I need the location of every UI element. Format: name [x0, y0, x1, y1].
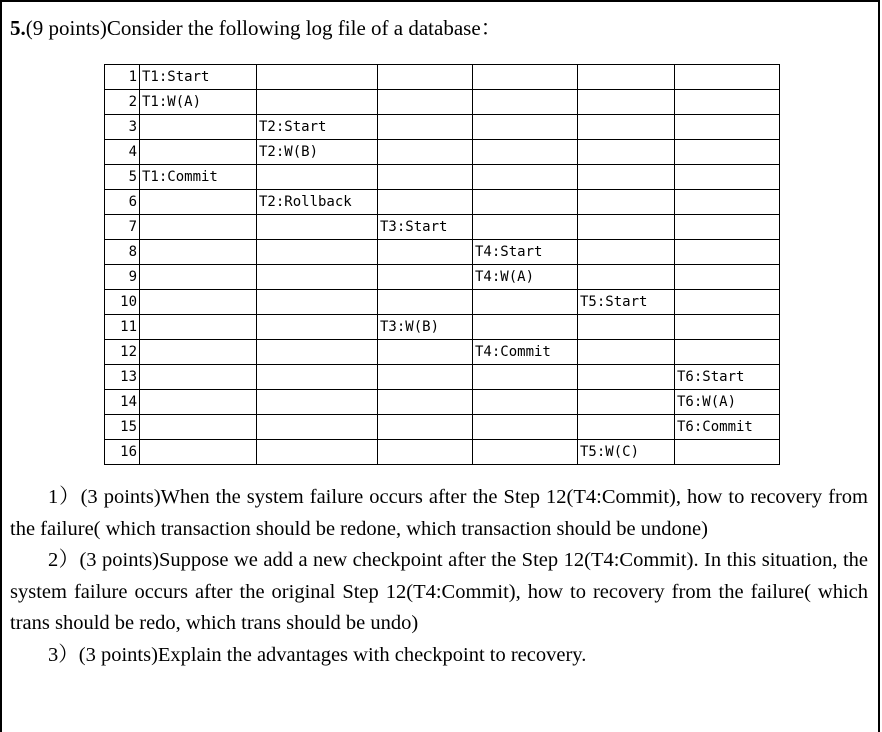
log-cell-t3	[378, 115, 473, 140]
log-row	[105, 115, 780, 140]
log-cell-t4	[473, 365, 578, 390]
log-cell-t2: T2:Rollback	[257, 190, 378, 215]
log-cell-t6: T6:W(A)	[675, 390, 780, 415]
log-cell-t6	[675, 290, 780, 315]
log-row	[105, 340, 780, 365]
log-cell-t4	[473, 115, 578, 140]
log-cell-t4	[473, 315, 578, 340]
log-cell-t1	[140, 340, 257, 365]
log-cell-t4: T4:Commit	[473, 340, 578, 365]
log-cell-t2	[257, 65, 378, 90]
log-cell-t1: T1:Start	[140, 65, 257, 90]
log-step-number: 16	[105, 440, 140, 465]
log-cell-t3	[378, 90, 473, 115]
log-cell-t6: T6:Start	[675, 365, 780, 390]
log-cell-t6	[675, 240, 780, 265]
log-row	[105, 415, 780, 440]
problem-title-text: (9 points)Consider the following log file of a database：	[25, 16, 502, 40]
log-step-number: 11	[105, 315, 140, 340]
log-cell-t6	[675, 140, 780, 165]
log-cell-t3	[378, 140, 473, 165]
log-row	[105, 240, 780, 265]
log-row	[105, 290, 780, 315]
log-cell-t5: T5:W(C)	[578, 440, 675, 465]
log-cell-t6	[675, 90, 780, 115]
log-cell-t5	[578, 65, 675, 90]
log-cell-t1	[140, 440, 257, 465]
log-step-number: 14	[105, 390, 140, 415]
log-cell-t1	[140, 315, 257, 340]
log-cell-t2	[257, 240, 378, 265]
log-cell-t3	[378, 190, 473, 215]
log-cell-t3: T3:W(B)	[378, 315, 473, 340]
log-row	[105, 215, 780, 240]
log-cell-t3	[378, 290, 473, 315]
log-cell-t1	[140, 365, 257, 390]
log-cell-t4	[473, 215, 578, 240]
problem-title	[10, 12, 502, 42]
log-cell-t6	[675, 340, 780, 365]
log-cell-t2: T2:Start	[257, 115, 378, 140]
log-cell-t1	[140, 290, 257, 315]
log-step-number: 10	[105, 290, 140, 315]
log-table-body	[105, 65, 780, 465]
log-step-number: 8	[105, 240, 140, 265]
log-table	[104, 64, 780, 465]
log-row	[105, 365, 780, 390]
log-cell-t5	[578, 215, 675, 240]
log-cell-t4: T4:Start	[473, 240, 578, 265]
log-cell-t4	[473, 140, 578, 165]
log-cell-t2	[257, 365, 378, 390]
log-cell-t4	[473, 190, 578, 215]
log-cell-t4	[473, 415, 578, 440]
log-cell-t6: T6:Commit	[675, 415, 780, 440]
log-cell-t5	[578, 340, 675, 365]
log-cell-t1	[140, 140, 257, 165]
log-cell-t6	[675, 440, 780, 465]
log-cell-t5	[578, 265, 675, 290]
log-cell-t2	[257, 265, 378, 290]
log-cell-t3	[378, 365, 473, 390]
question-2: 2）(3 points)Suppose we add a new checkpoint after the Step 12(T4:Commit). In this situation, the system failure occurs after the original Step 12(T4:Commit), how to recovery from the failure( which trans should be redo, which trans should be undo)	[10, 549, 868, 634]
log-cell-t2	[257, 215, 378, 240]
log-row	[105, 440, 780, 465]
log-cell-t1: T1:Commit	[140, 165, 257, 190]
log-cell-t5	[578, 365, 675, 390]
log-step-number: 2	[105, 90, 140, 115]
log-cell-t6	[675, 165, 780, 190]
log-cell-t2	[257, 340, 378, 365]
log-cell-t6	[675, 215, 780, 240]
log-step-number: 6	[105, 190, 140, 215]
log-cell-t2: T2:W(B)	[257, 140, 378, 165]
log-cell-t1	[140, 415, 257, 440]
log-cell-t4	[473, 440, 578, 465]
log-row	[105, 165, 780, 190]
log-cell-t6	[675, 115, 780, 140]
log-cell-t5	[578, 90, 675, 115]
log-step-number: 9	[105, 265, 140, 290]
log-cell-t3	[378, 340, 473, 365]
log-cell-t5	[578, 390, 675, 415]
log-step-number: 15	[105, 415, 140, 440]
log-cell-t1	[140, 390, 257, 415]
log-cell-t6	[675, 315, 780, 340]
log-step-number: 7	[105, 215, 140, 240]
log-step-number: 12	[105, 340, 140, 365]
log-cell-t2	[257, 90, 378, 115]
log-row	[105, 315, 780, 340]
log-cell-t5	[578, 415, 675, 440]
question-1: 1）(3 points)When the system failure occurs after the Step 12(T4:Commit), how to recovery from the failure( which transaction should be redone, which transaction should be undone)	[10, 486, 868, 540]
log-row	[105, 65, 780, 90]
log-cell-t1	[140, 115, 257, 140]
log-cell-t2	[257, 440, 378, 465]
log-row	[105, 90, 780, 115]
log-cell-t3	[378, 240, 473, 265]
log-cell-t5	[578, 115, 675, 140]
question-3: 3）(3 points)Explain the advantages with checkpoint to recovery.	[48, 643, 587, 666]
log-step-number: 3	[105, 115, 140, 140]
log-cell-t5: T5:Start	[578, 290, 675, 315]
log-cell-t3: T3:Start	[378, 215, 473, 240]
log-cell-t4: T4:W(A)	[473, 265, 578, 290]
log-cell-t6	[675, 190, 780, 215]
log-row	[105, 265, 780, 290]
questions	[10, 482, 868, 671]
log-cell-t1	[140, 190, 257, 215]
log-cell-t3	[378, 390, 473, 415]
log-cell-t5	[578, 315, 675, 340]
log-row	[105, 390, 780, 415]
log-step-number: 13	[105, 365, 140, 390]
log-cell-t4	[473, 65, 578, 90]
log-cell-t5	[578, 240, 675, 265]
log-cell-t4	[473, 165, 578, 190]
log-cell-t1	[140, 265, 257, 290]
log-cell-t2	[257, 315, 378, 340]
log-cell-t1	[140, 240, 257, 265]
log-cell-t3	[378, 65, 473, 90]
log-cell-t2	[257, 290, 378, 315]
log-cell-t4	[473, 390, 578, 415]
log-cell-t6	[675, 65, 780, 90]
log-cell-t6	[675, 265, 780, 290]
log-cell-t4	[473, 290, 578, 315]
log-step-number: 4	[105, 140, 140, 165]
log-cell-t1	[140, 215, 257, 240]
log-cell-t2	[257, 165, 378, 190]
log-cell-t3	[378, 265, 473, 290]
log-cell-t5	[578, 165, 675, 190]
log-step-number: 5	[105, 165, 140, 190]
log-cell-t5	[578, 140, 675, 165]
log-cell-t3	[378, 415, 473, 440]
log-cell-t1: T1:W(A)	[140, 90, 257, 115]
log-cell-t4	[473, 90, 578, 115]
log-cell-t3	[378, 165, 473, 190]
log-row	[105, 190, 780, 215]
problem-number: 5.	[10, 16, 26, 40]
log-cell-t2	[257, 415, 378, 440]
log-row	[105, 140, 780, 165]
log-cell-t5	[578, 190, 675, 215]
log-cell-t2	[257, 390, 378, 415]
log-cell-t3	[378, 440, 473, 465]
log-step-number: 1	[105, 65, 140, 90]
